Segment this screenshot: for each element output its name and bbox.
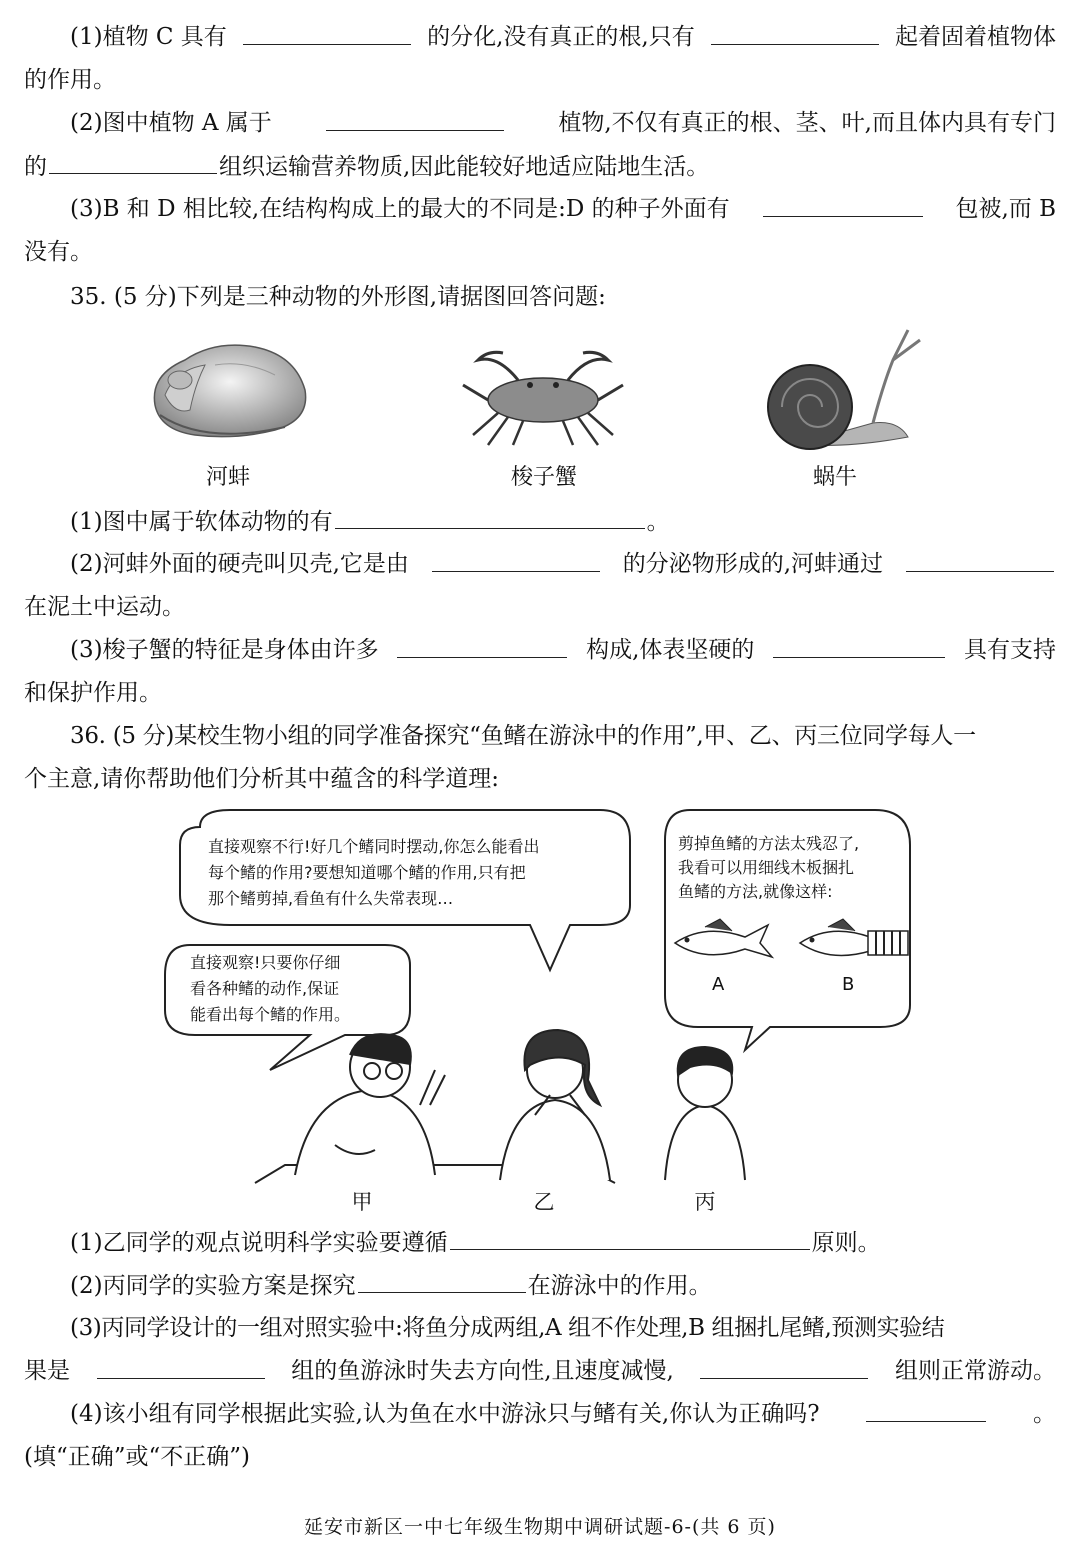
fish-label-a: A xyxy=(712,974,725,995)
bubble-line: 剪掉鱼鳍的方法太残忍了, xyxy=(678,834,860,853)
bubble-line: 那个鳍剪掉,看鱼有什么失常表现… xyxy=(208,889,454,908)
q34-text: 的分化,没有真正的根,只有 xyxy=(427,24,695,50)
student-yi-figure xyxy=(500,1030,610,1180)
q36-line-5 xyxy=(70,1399,1056,1429)
fish-label-b: B xyxy=(842,974,855,995)
crab-image xyxy=(458,345,628,450)
q36-text: 原则。 xyxy=(811,1230,881,1256)
q35-text: 具有支持 xyxy=(963,637,1056,663)
bubble-line: 能看出每个鳍的作用。 xyxy=(190,1005,351,1024)
answer-blank[interactable] xyxy=(432,549,600,572)
q35-text: 的分泌物形成的,河蚌通过 xyxy=(622,551,884,577)
q35-text: (2)河蚌外面的硬壳叫贝壳,它是由 xyxy=(70,551,409,577)
q36-text: 组的鱼游泳时失去方向性,且速度减慢, xyxy=(291,1358,674,1384)
answer-blank[interactable] xyxy=(335,506,645,529)
q35-line-2 xyxy=(70,549,1056,579)
q36-text: (2)丙同学的实验方案是探究 xyxy=(70,1273,356,1299)
student-label-yi: 乙 xyxy=(533,1190,555,1214)
answer-blank[interactable] xyxy=(97,1356,265,1379)
q34-text: 起着固着植物体 xyxy=(895,24,1056,50)
animal-label-snail: 蜗牛 xyxy=(812,465,857,490)
student-jia-figure xyxy=(295,1034,445,1175)
q34-line-5 xyxy=(70,194,1056,224)
answer-blank[interactable] xyxy=(763,194,923,217)
answer-blank[interactable] xyxy=(49,151,217,174)
q34-text: 植物,不仅有真正的根、茎、叶,而且体内具有专门 xyxy=(558,110,1056,136)
bubble-line: 每个鳍的作用?要想知道哪个鳍的作用,只有把 xyxy=(208,863,526,882)
q36-line-6: (填“正确”或“不正确”) xyxy=(24,1444,250,1470)
q34-line-4 xyxy=(24,151,1056,182)
q36-line-4 xyxy=(24,1356,1056,1386)
animal-label-clam: 河蚌 xyxy=(205,465,250,490)
q34-text: (2)图中植物 A 属于 xyxy=(70,110,272,136)
q34-text: 的 xyxy=(24,154,47,180)
animal-label-crab: 梭子蟹 xyxy=(510,465,577,490)
q36-line-1 xyxy=(70,1227,1056,1258)
bubble-line: 鱼鳍的方法,就像这样: xyxy=(678,882,833,901)
q35-text: (1)图中属于软体动物的有 xyxy=(70,509,333,535)
answer-blank[interactable] xyxy=(773,635,945,658)
q35-line-5: 和保护作用。 xyxy=(24,680,162,706)
bubble-top-text xyxy=(208,834,540,912)
bubble-line: 直接观察不行!好几个鳍同时摆动,你怎么能看出 xyxy=(208,837,540,856)
page-footer: 延安市新区一中七年级生物期中调研试题-6-(共 6 页) xyxy=(304,1516,776,1538)
bubble-line: 直接观察!只要你仔细 xyxy=(190,953,341,972)
q35-header: 35. (5 分)下列是三种动物的外形图,请据图回答问题: xyxy=(70,284,606,310)
student-label-jia: 甲 xyxy=(351,1190,373,1214)
q36-text: 组则正常游动。 xyxy=(895,1358,1056,1384)
snail-image xyxy=(748,325,928,455)
answer-blank[interactable] xyxy=(700,1356,868,1379)
q35-text: 。 xyxy=(646,509,670,535)
q36-text: 在游泳中的作用。 xyxy=(527,1273,712,1299)
bubble-line: 我看可以用细线木板捆扎 xyxy=(678,858,855,877)
q35-line-1 xyxy=(70,506,1056,537)
answer-blank[interactable] xyxy=(906,549,1054,572)
bubble-right-text xyxy=(678,832,859,904)
bubble-left-text xyxy=(190,950,350,1028)
q34-line-3 xyxy=(70,108,1056,138)
answer-blank[interactable] xyxy=(866,1399,986,1422)
q34-text: (3)B 和 D 相比较,在结构构成上的最大的不同是:D 的种子外面有 xyxy=(70,196,730,222)
answer-blank[interactable] xyxy=(397,635,567,658)
q36-text: 。 xyxy=(1032,1401,1056,1427)
q35-text: 构成,体表坚硬的 xyxy=(586,637,755,663)
answer-blank[interactable] xyxy=(711,22,879,45)
q34-text: 组织运输营养物质,因此能较好地适应陆地生活。 xyxy=(219,154,710,180)
q34-text: 包被,而 B xyxy=(955,196,1056,222)
q35-text: (3)梭子蟹的特征是身体由许多 xyxy=(70,637,379,663)
q36-text: 果是 xyxy=(24,1358,70,1384)
bubble-line: 看各种鳍的动作,保证 xyxy=(190,979,340,998)
q36-header-1: 36. (5 分)某校生物小组的同学准备探究“鱼鳍在游泳中的作用”,甲、乙、丙三位同学每人一 xyxy=(70,723,976,749)
q36-header-2: 个主意,请你帮助他们分析其中蕴含的科学道理: xyxy=(24,766,500,792)
q36-text: (1)乙同学的观点说明科学实验要遵循 xyxy=(70,1230,448,1256)
student-label-bing: 丙 xyxy=(694,1190,716,1214)
student-bing-figure xyxy=(665,1047,745,1180)
answer-blank[interactable] xyxy=(450,1227,810,1250)
q36-text: (4)该小组有同学根据此实验,认为鱼在水中游泳只与鳍有关,你认为正确吗? xyxy=(70,1401,820,1427)
q34-line-6: 没有。 xyxy=(24,239,93,265)
answer-blank[interactable] xyxy=(326,108,504,131)
q36-line-2 xyxy=(70,1270,1056,1301)
q35-line-4 xyxy=(70,635,1056,665)
clam-image xyxy=(145,335,315,455)
answer-blank[interactable] xyxy=(243,22,411,45)
answer-blank[interactable] xyxy=(358,1270,526,1293)
q35-line-3: 在泥土中运动。 xyxy=(24,594,185,620)
q36-line-3: (3)丙同学设计的一组对照实验中:将鱼分成两组,A 组不作处理,B 组捆扎尾鳍,预测实验结 xyxy=(70,1315,945,1341)
q34-text: (1)植物 C 具有 xyxy=(70,24,227,50)
q34-line-2: 的作用。 xyxy=(24,67,116,93)
q34-line-1 xyxy=(70,22,1056,52)
